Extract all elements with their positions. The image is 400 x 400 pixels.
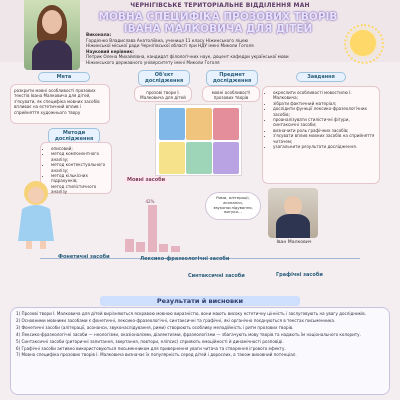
chart-bar bbox=[171, 246, 180, 252]
syntactic-means-label: Синтаксичні засоби bbox=[188, 273, 245, 279]
sun-icon bbox=[350, 30, 376, 56]
method-item: • метод стилістичного аналізу bbox=[51, 184, 108, 195]
author-school: Ніжинської міської ради Чернігівської області при НДУ імені Миколи Гоголя bbox=[86, 43, 254, 49]
language-means-chart bbox=[122, 192, 182, 252]
subject-label: Предмет дослідження bbox=[206, 70, 258, 86]
goal-label: Мета bbox=[38, 72, 90, 82]
author-role: Виконала: bbox=[86, 32, 112, 37]
task-item: • зібрати фактичний матеріал; bbox=[273, 101, 376, 106]
methods-label: Методи дослідження bbox=[48, 128, 100, 144]
author-info bbox=[86, 32, 336, 66]
task-item: • проаналізувати стилістичні фігури, синтаксичні засоби; bbox=[273, 117, 376, 128]
poster-title-line2: ІВАНА МАЛКОВИЧА ДЛЯ ДІТЕЙ bbox=[123, 23, 313, 35]
phonetic-means-label: Фонетичні засоби bbox=[58, 254, 110, 260]
goal-text: розкрити мовні особливості прозових текстів Івана Малковича для дітей, з'ясувати, як специфіка мовних засобів впливає на естетичний вплив і сприйняття художнього твору bbox=[14, 88, 100, 115]
poster-title-line1: МОВНА СПЕЦИФІКА ПРОЗОВИХ ТВОРІВ bbox=[98, 11, 338, 23]
task-item: • з'ясувати вплив мовних засобів на сприйняття читачем; bbox=[273, 133, 376, 144]
supervisor-role: Науковий керівник: bbox=[86, 48, 134, 54]
chart-bar bbox=[148, 205, 157, 252]
result-item: 7) Мовна специфіка прозових творів І. Малковича визначає їх популярність серед дітей і дорослих, а також виховний потенціал. bbox=[16, 352, 297, 358]
organization-title: ЧЕРНІГІВСЬКЕ ТЕРИТОРІАЛЬНЕ ВІДДІЛЕННЯ МАН bbox=[130, 2, 310, 9]
method-item: • метод кількісних підрахунків; bbox=[51, 173, 108, 184]
object-text: прозові твори І. Малковича для дітей bbox=[140, 90, 186, 101]
supervisor-name: Петрик Олена Михайлівна, кандидат філологічних наук, доцент кафедри української мови bbox=[86, 54, 289, 60]
chart-bar bbox=[125, 239, 134, 252]
malkovych-photo bbox=[268, 188, 318, 238]
result-item: 3) Фонетичні засоби (алітерації, асонанси, звуконаслідування, рими) створюють особливу мелодійність і ритм прозових творів. bbox=[16, 324, 294, 330]
result-item: 2) Основними мовними засобами є фонетичні, лексико-фразеологічні, синтаксичні та графічні, які органічно поєднуються в текстах письменника. bbox=[16, 317, 336, 323]
results-panel bbox=[10, 307, 390, 395]
chart-bar bbox=[159, 244, 168, 252]
result-item: 4) Лексико-фразеологічні засоби — неологізми, оказіоналізми, діалектизми, фразеологізми — збагачують мову творів та надають їм національного колориту. bbox=[16, 331, 361, 337]
task-item: • дослідити функції лексико-фразеологічних засобів; bbox=[273, 106, 376, 117]
chart-value-label: 42% bbox=[145, 198, 155, 204]
goal-panel bbox=[10, 84, 110, 124]
graphic-means-label: Графічні засоби bbox=[276, 272, 323, 278]
results-title: Результати й висновки bbox=[100, 296, 300, 306]
author-name: Гордієнко Владислава Анатоліївна, учениця 11 класу Ніжинського ліцею bbox=[86, 37, 249, 43]
lexical-means-label: Лексико-фразеологічні засоби bbox=[140, 256, 230, 262]
result-item: 5) Синтаксичні засоби (риторичні запитання, звертання, повтори, еліпсис) сприяють емоційності й динамічності розповіді. bbox=[16, 338, 284, 344]
task-item: • узагальнити результати дослідження. bbox=[273, 144, 376, 149]
method-item: • метод контекстуального аналізу; bbox=[51, 162, 108, 173]
object-panel bbox=[134, 86, 192, 102]
author-photo bbox=[24, 0, 80, 70]
tasks-panel bbox=[262, 86, 380, 184]
method-item: • метод компонентного аналізу; bbox=[51, 151, 108, 162]
supervisor-university: Ніжинського державного університету імені Миколи Гоголя bbox=[86, 59, 220, 65]
result-item: 1) Прозові твори І. Малковича для дітей вирізняються яскравою мовною виразністю, вони мають високу естетичну цінність і заслуговують на увагу дослідників. bbox=[16, 311, 367, 316]
result-item: 6) Графічні засоби активно використовуються письменником для привернення уваги читача та створення ігрового ефекту. bbox=[16, 345, 286, 351]
chart-title: Мовні засоби bbox=[124, 176, 168, 184]
subject-text: мовні особливості прозових творів bbox=[211, 90, 251, 101]
photo-caption: Іван Малкович bbox=[276, 240, 312, 245]
chart-bar bbox=[136, 242, 145, 252]
subject-panel bbox=[202, 86, 260, 102]
method-item: • описовий; bbox=[51, 146, 108, 151]
speech-cloud: Рими, алітерації, асонанси, звуконаслідування, вигуки… bbox=[205, 192, 261, 220]
tasks-list bbox=[266, 90, 376, 149]
task-item: • окреслити особливості мовостилю І. Малковича; bbox=[273, 90, 376, 101]
task-item: • визначити роль графічних засобів; bbox=[273, 128, 376, 133]
book-covers bbox=[155, 104, 242, 176]
child-illustration bbox=[8, 175, 64, 250]
tasks-label: Завдання bbox=[296, 72, 346, 82]
object-label: Об'єкт дослідження bbox=[138, 70, 190, 86]
